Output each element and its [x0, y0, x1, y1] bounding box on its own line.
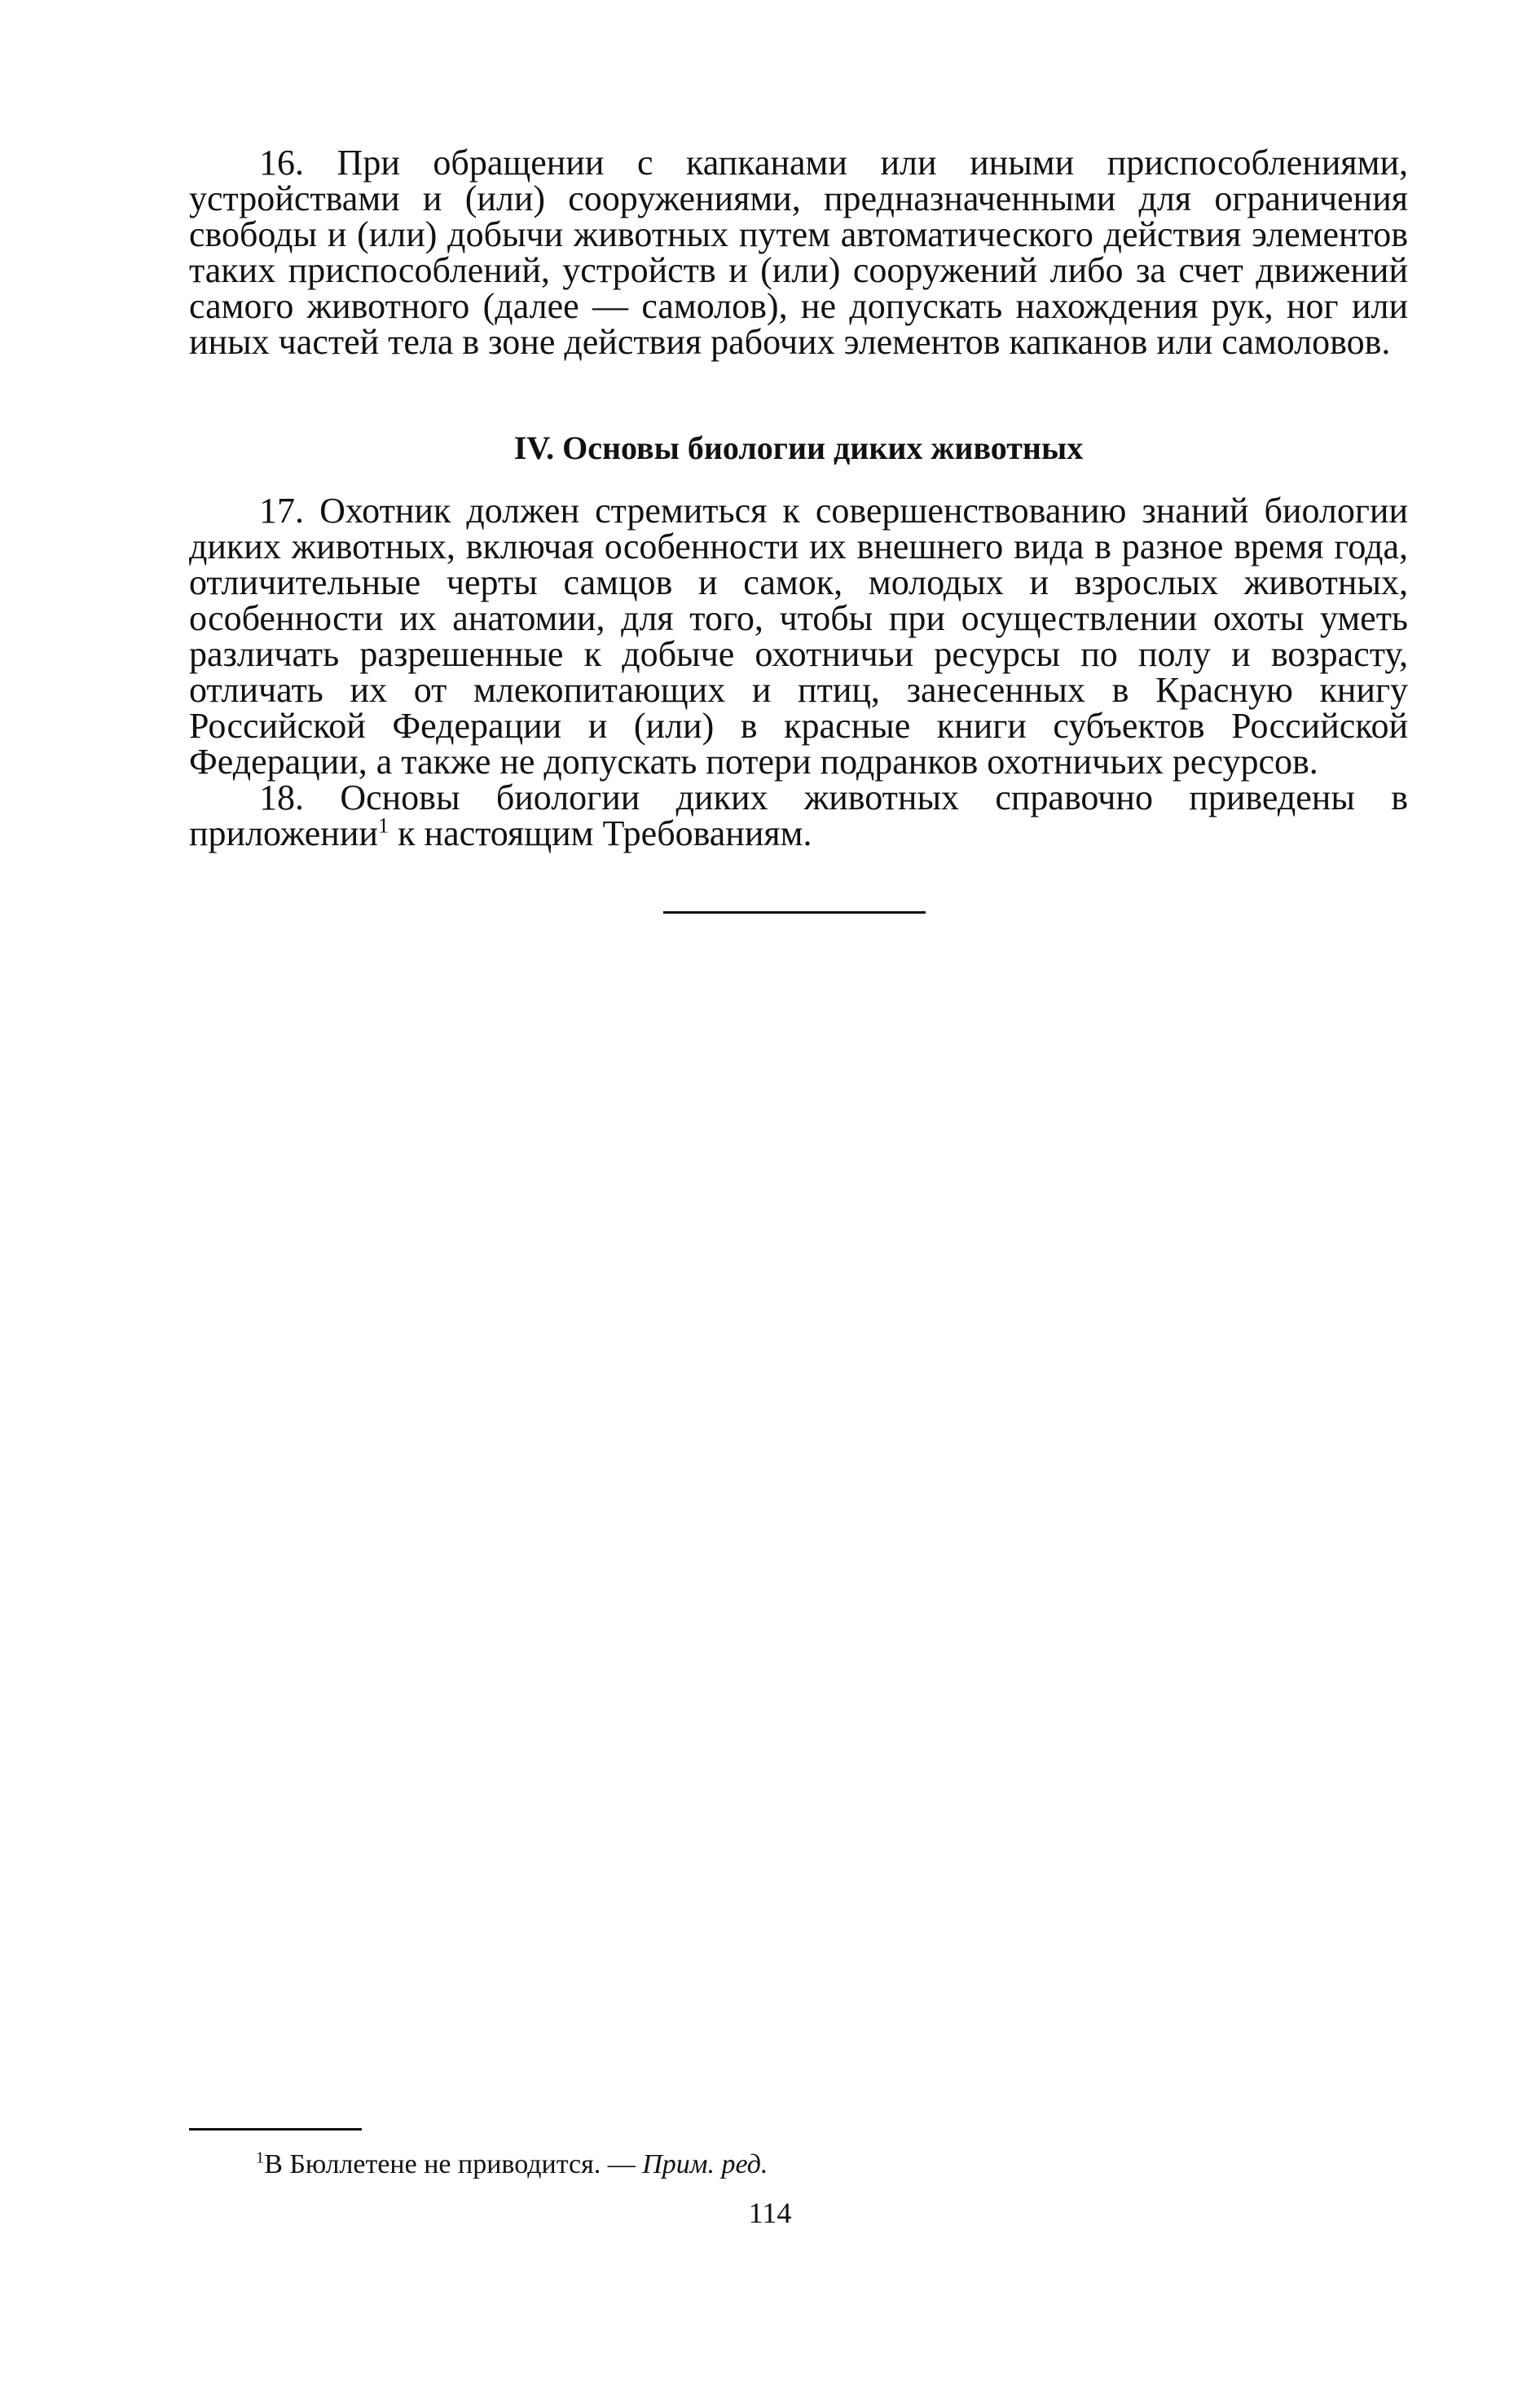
paragraph-16-block: [189, 145, 1408, 360]
paragraph-16: 16. При обращении с капканами или иными приспособлениями, устройствами и (или) сооружениями, предназначенными для ограничения свободы и (или) добычи животных путем автоматического действия элементов таких приспособлений, устройств и (или) сооружений либо за счет движений самого животного (далее — самолов), не допускать нахождения рук, ног или иных частей тела в зоне действия рабочих элементов капканов или самоловов.: [189, 143, 1408, 362]
footnote-rule: [189, 2128, 362, 2131]
paragraph-18: [189, 780, 1408, 852]
paragraph-17: 17. Охотник должен стремиться к совершенствованию знаний биологии диких животных, включая особенности их внешнего вида в разное время года, отличительные черты самцов и самок, молодых и взрослых животных, особенности их анатомии, для того, чтобы при осуществлении охоты уметь различать разрешенные к добыче охотничьи ресурсы по полу и возрасту, отличать их от млекопитающих и птиц, занесенных в Красную книгу Российской Федерации и (или) в красные книги субъектов Российской Федерации, а также не допускать потери подранков охотничьих ресурсов.: [189, 491, 1408, 782]
footnote-text: В Бюллетене не приводится. —: [264, 2149, 643, 2179]
footnote-reference: 1: [377, 813, 389, 838]
footnote: [256, 2148, 768, 2181]
paragraph-18-text: 18. Основы биологии диких животных справочно приведены в приложении: [189, 778, 1408, 853]
paragraph-18-tail: к настоящим Требованиям.: [389, 813, 812, 853]
section-heading: IV. Основы биологии диких животных: [513, 430, 1084, 466]
page-number: 114: [748, 2197, 792, 2229]
editor-note: Прим. ред.: [642, 2149, 768, 2179]
section-body: [189, 493, 1408, 852]
section-end-separator: [663, 911, 926, 914]
footnote-marker: 1: [256, 2148, 265, 2167]
